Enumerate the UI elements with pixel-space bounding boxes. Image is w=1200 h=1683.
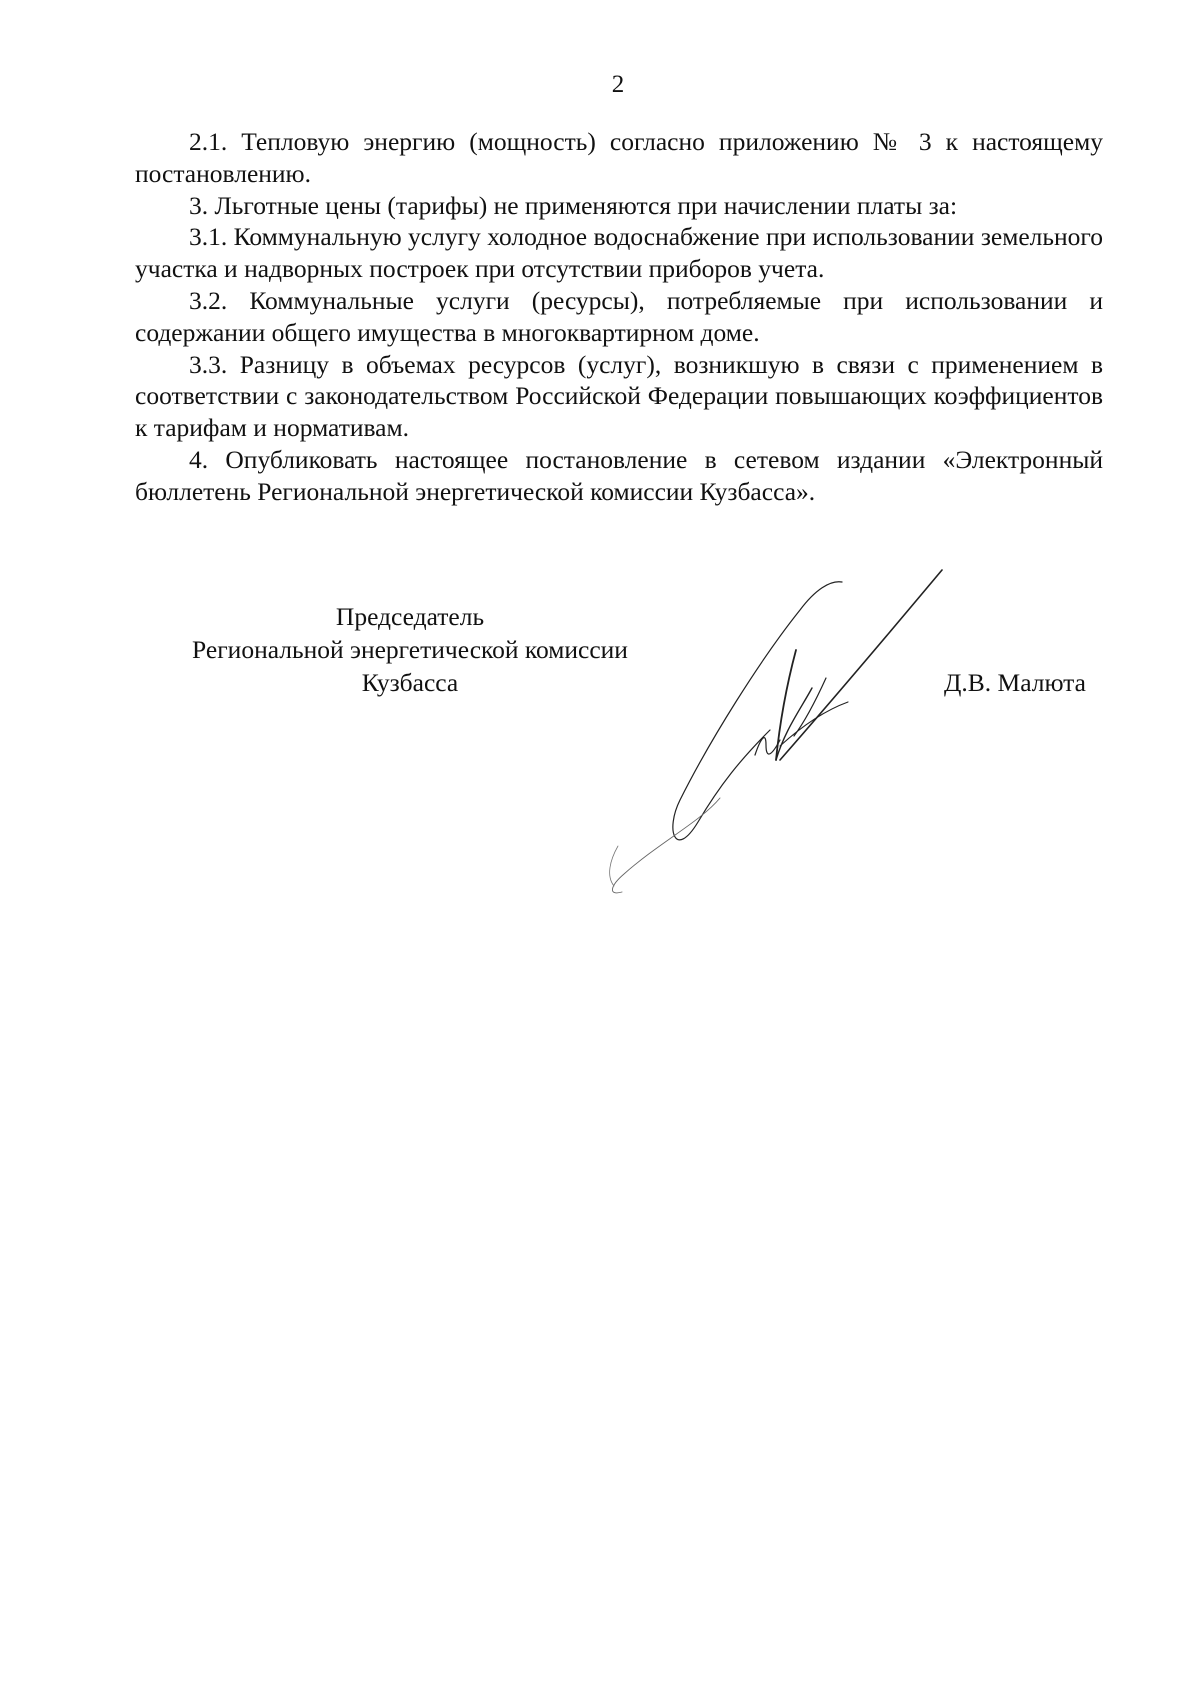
paragraph-2-1: 2.1. Тепловую энергию (мощность) согласно приложению № 3 к настоящему постановлению. — [135, 127, 1103, 188]
paragraph-4: 4. Опубликовать настоящее постановление в сетевом издании «Электронный бюллетень Региональной энергетической комиссии Кузбасса». — [135, 444, 1103, 506]
signatory-name: Д.В. Малюта — [944, 668, 1086, 697]
position-line-1: Председатель — [335, 602, 485, 631]
paragraph-3-1: 3.1. Коммунальную услугу холодное водоснабжение при использовании земельного участка и надворных построек при отсутствии приборов учета. — [135, 222, 1103, 284]
document-body — [135, 126, 1103, 508]
handwritten-signature — [580, 560, 950, 900]
page-number: 2 — [611, 71, 625, 98]
paragraph-3-3: 3.3. Разницу в объемах ресурсов (услуг), возникшую в связи с применением в соответствии с законодательством Российской Федерации повышающих коэффициентов к тарифам и нормативам. — [135, 349, 1103, 443]
paragraph-3: 3. Льготные цены (тарифы) не применяются при начислении платы за: — [189, 190, 958, 220]
paragraph-3-2: 3.2. Коммунальные услуги (ресурсы), потребляемые при использовании и содержании общего имущества в многоквартирном доме. — [135, 285, 1103, 347]
position-line-3: Кузбасса — [361, 668, 459, 697]
position-line-2: Региональной энергетической комиссии — [192, 635, 628, 664]
